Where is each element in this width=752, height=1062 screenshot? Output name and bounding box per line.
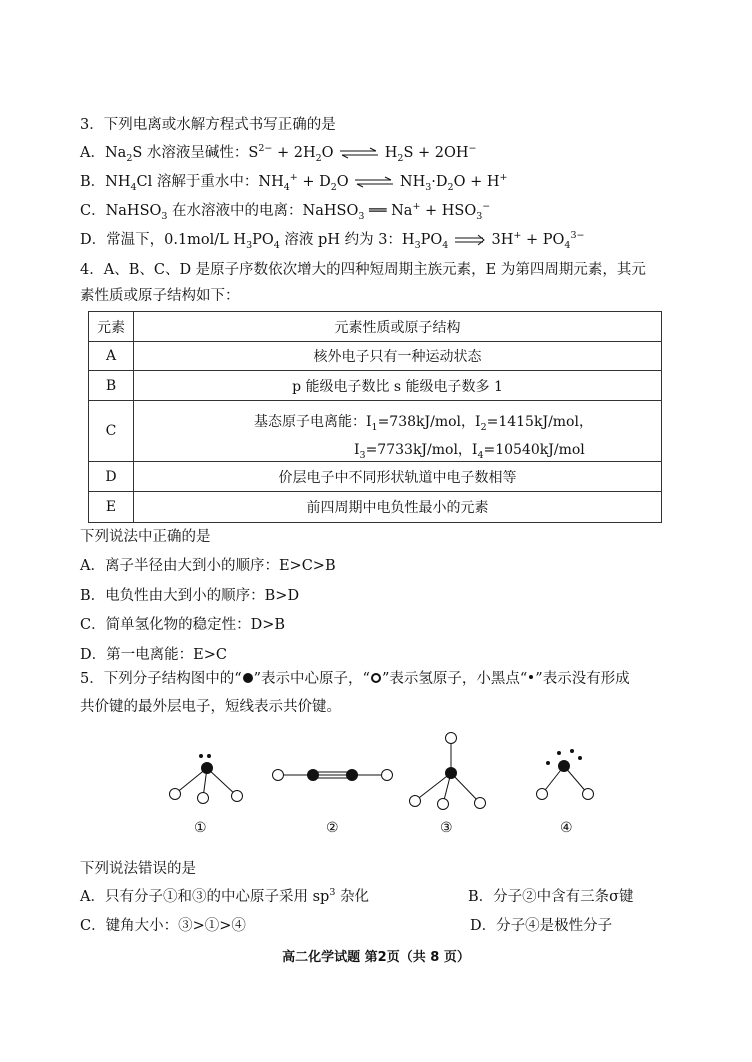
table-row: [89, 401, 662, 462]
q5-option-a: A．只有分子①和③的中心原子采用 $sp^3$ 杂化: [80, 887, 369, 905]
q4-option-d: D．第一电离能：E>C: [80, 647, 227, 663]
molecule-2: [273, 769, 393, 781]
q5-option-c: C．键角大小：③>①>④: [80, 918, 246, 934]
molecule-3: [410, 733, 486, 810]
table-row: [89, 462, 662, 492]
q4-option-b: B．电负性由大到小的顺序：B>D: [80, 588, 300, 604]
q5-option-d: D．分子④是极性分子: [470, 918, 613, 934]
table-header-row: [89, 312, 662, 342]
table-cell-element: A: [89, 342, 134, 371]
table-row: [89, 371, 662, 401]
q4-stem-line2: 素性质或原子结构如下：: [80, 288, 240, 304]
equilibrium-arrow-icon: [453, 234, 487, 246]
q4-option-c: C．简单氢化物的稳定性：D>B: [80, 617, 286, 633]
ionization-energy-line1: 基态原子电离能：$I_1=738kJ$/mol，$I_2=1415kJ$/mol，: [254, 414, 593, 433]
page-footer: 高二化学试题 第2页（共 8 页）: [282, 950, 470, 965]
q3-stem: 3．下列电离或水解方程式书写正确的是: [80, 117, 336, 133]
q4-ask: 下列说法中正确的是: [80, 529, 211, 545]
table-cell-property: [134, 401, 662, 462]
central-atom-icon: [242, 672, 254, 684]
q5-option-b: B．分子②中含有三条σ键: [468, 889, 634, 905]
table-cell-property: p 能级电子数比 s 能级电子数多 1: [134, 371, 662, 401]
reversible-arrow-icon: [338, 147, 380, 159]
table-header-element: 元素: [89, 312, 134, 342]
table-cell-element: B: [89, 371, 134, 401]
table-cell-element: C: [89, 401, 134, 462]
molecule-label-3: ③: [440, 820, 453, 836]
table-cell-element: E: [89, 492, 134, 523]
q3-option-c: C．NaHSO$_3$ 在水溶液中的电离：NaHSO$_3$ ══ $Na^+ + HSO_3^-$: [80, 201, 491, 222]
q5-stem-line2: 共价键的最外层电子，短线表示共价键。: [80, 699, 341, 715]
table-header-property: 元素性质或原子结构: [134, 312, 662, 342]
q3-option-b: B．$NH_4Cl$ 溶解于重水中：$NH_4^+ + D_2O$ $NH_3\cdot D_2O + H^+$: [80, 172, 508, 193]
table-cell-element: D: [89, 462, 134, 492]
element-table: [88, 311, 662, 523]
q4-stem-line1: 4．A、B、C、D 是原子序数依次增大的四种短周期主族元素，E 为第四周期元素，其元: [80, 262, 646, 278]
hydrogen-atom-icon: [370, 672, 382, 684]
molecule-label-4: ④: [560, 820, 573, 836]
molecule-structures-diagram: [160, 726, 600, 820]
ionization-energy-line2: $I_3=7733kJ$/mol，$I_4=10540kJ$/mol: [354, 442, 585, 461]
reversible-arrow-icon: [353, 176, 395, 188]
q4-option-a: A．离子半径由大到小的顺序：E>C>B: [80, 558, 336, 574]
q3-option-a: A．$Na_2S$ 水溶液呈碱性：$S^{2-} + 2H_2O$ $H_2S + 2OH^-$: [80, 143, 477, 164]
q5-ask: 下列说法错误的是: [80, 861, 196, 877]
molecule-label-1: ①: [194, 820, 207, 836]
molecule-label-2: ②: [326, 820, 339, 836]
table-cell-property: 核外电子只有一种运动状态: [134, 342, 662, 371]
molecule-1: [170, 754, 243, 804]
table-row: [89, 492, 662, 523]
table-row: [89, 342, 662, 371]
q3-option-d: D．常温下，0.1mol/L $H_3PO_4$ 溶液 pH 约为 3：$H_3PO_4$ $3H^+ + PO_4^{3-}$: [80, 230, 585, 251]
table-cell-property: 价层电子中不同形状轨道中电子数相等: [134, 462, 662, 492]
molecule-4: [537, 749, 594, 800]
table-cell-property: 前四周期中电负性最小的元素: [134, 492, 662, 523]
q5-stem-line1: 5．下列分子结构图中的“ ”表示中心原子，“ ”表示氢原子，小黑点“ ”表示没有形成: [80, 671, 630, 687]
